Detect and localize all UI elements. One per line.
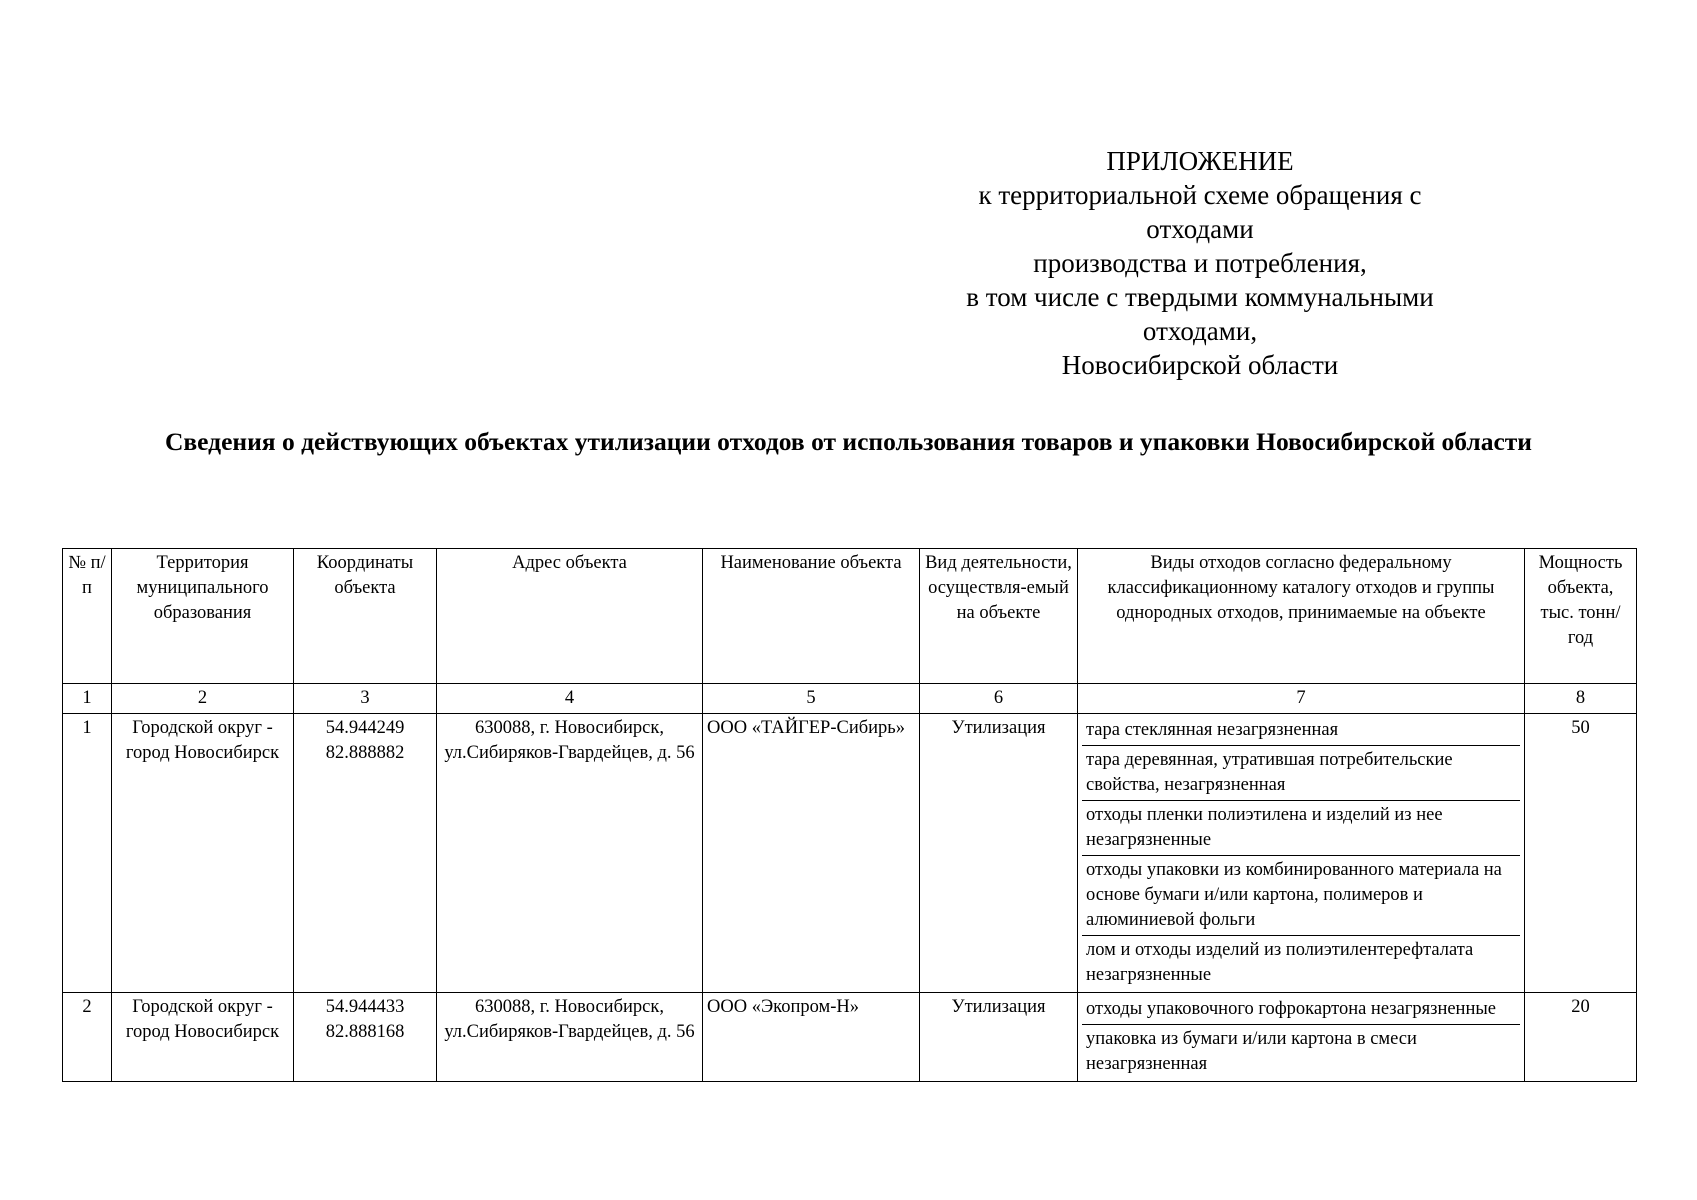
waste-type-item: отходы упаковки из комбинированного материала на основе бумаги и/или картона, полимеров и алюминиевой фольги bbox=[1082, 856, 1520, 936]
waste-type-item: тара деревянная, утратившая потребительские свойства, незагрязненная bbox=[1082, 746, 1520, 801]
header-cell-address: Адрес объекта bbox=[437, 549, 703, 684]
waste-type-item: отходы упаковочного гофрокартона незагрязненные bbox=[1082, 995, 1520, 1025]
activity-cell: Утилизация bbox=[920, 714, 1078, 993]
address-cell: 630088, г. Новосибирск, ул.Сибиряков-Гвардейцев, д. 56 bbox=[437, 714, 703, 993]
header-cell-territory: Территория муниципального образования bbox=[112, 549, 294, 684]
column-number: 7 bbox=[1078, 684, 1525, 714]
header-cell-capacity: Мощность объекта, тыс. тонн/год bbox=[1525, 549, 1637, 684]
facility-name-cell: ООО «Экопром-Н» bbox=[703, 993, 920, 1082]
waste-type-item: тара стеклянная незагрязненная bbox=[1082, 716, 1520, 746]
document-title: Сведения о действующих объектах утилизации отходов от использования товаров и упаковки Новосибирской области bbox=[165, 427, 1532, 456]
header-cell-coordinates: Координаты объекта bbox=[294, 549, 437, 684]
territory-cell: Городской округ - город Новосибирск bbox=[112, 714, 294, 993]
territory-cell: Городской округ - город Новосибирск bbox=[112, 993, 294, 1082]
appendix-line: к территориальной схеме обращения с отходами bbox=[978, 180, 1422, 244]
header-cell-activity: Вид деятельности, осуществля-емый на объекте bbox=[920, 549, 1078, 684]
appendix-line: в том числе с твердыми коммунальными отходами, bbox=[966, 282, 1434, 346]
header-cell-waste-types: Виды отходов согласно федеральному классификационному каталогу отходов и группы однородных отходов, принимаемые на объекте bbox=[1078, 549, 1525, 684]
header-cell-name: Наименование объекта bbox=[703, 549, 920, 684]
column-number: 8 bbox=[1525, 684, 1637, 714]
longitude: 82.888168 bbox=[325, 1022, 405, 1042]
table-row bbox=[63, 714, 1637, 993]
appendix-block bbox=[940, 144, 1460, 382]
facility-name-cell: ООО «ТАЙГЕР-Сибирь» bbox=[703, 714, 920, 993]
capacity-cell: 50 bbox=[1525, 714, 1637, 993]
capacity-cell: 20 bbox=[1525, 993, 1637, 1082]
appendix-line: производства и потребления, bbox=[1033, 248, 1367, 278]
column-number: 1 bbox=[63, 684, 112, 714]
row-number: 1 bbox=[63, 714, 112, 993]
waste-types-cell bbox=[1078, 714, 1525, 993]
column-number: 4 bbox=[437, 684, 703, 714]
waste-type-item: отходы пленки полиэтилена и изделий из нее незагрязненные bbox=[1082, 801, 1520, 856]
waste-types-cell bbox=[1078, 993, 1525, 1082]
header-cell-number: № п/п bbox=[63, 549, 112, 684]
latitude: 54.944249 bbox=[325, 718, 405, 738]
address-cell: 630088, г. Новосибирск, ул.Сибиряков-Гвардейцев, д. 56 bbox=[437, 993, 703, 1082]
waste-facilities-table bbox=[62, 548, 1637, 1082]
column-number: 5 bbox=[703, 684, 920, 714]
coordinates-cell bbox=[294, 714, 437, 993]
row-number: 2 bbox=[63, 993, 112, 1082]
appendix-line: Новосибирской области bbox=[1061, 350, 1339, 380]
appendix-heading: ПРИЛОЖЕНИЕ bbox=[1106, 146, 1294, 176]
column-number: 3 bbox=[294, 684, 437, 714]
coordinates-cell bbox=[294, 993, 437, 1082]
column-number: 2 bbox=[112, 684, 294, 714]
activity-cell: Утилизация bbox=[920, 993, 1078, 1082]
waste-type-item: лом и отходы изделий из полиэтилентерефталата незагрязненные bbox=[1086, 940, 1474, 985]
latitude: 54.944433 bbox=[325, 997, 405, 1017]
waste-type-item: упаковка из бумаги и/или картона в смеси незагрязненная bbox=[1086, 1029, 1417, 1074]
column-number: 6 bbox=[920, 684, 1078, 714]
table-row bbox=[63, 993, 1637, 1082]
header-row bbox=[63, 549, 1637, 684]
longitude: 82.888882 bbox=[325, 743, 405, 763]
column-number-row bbox=[63, 684, 1637, 714]
